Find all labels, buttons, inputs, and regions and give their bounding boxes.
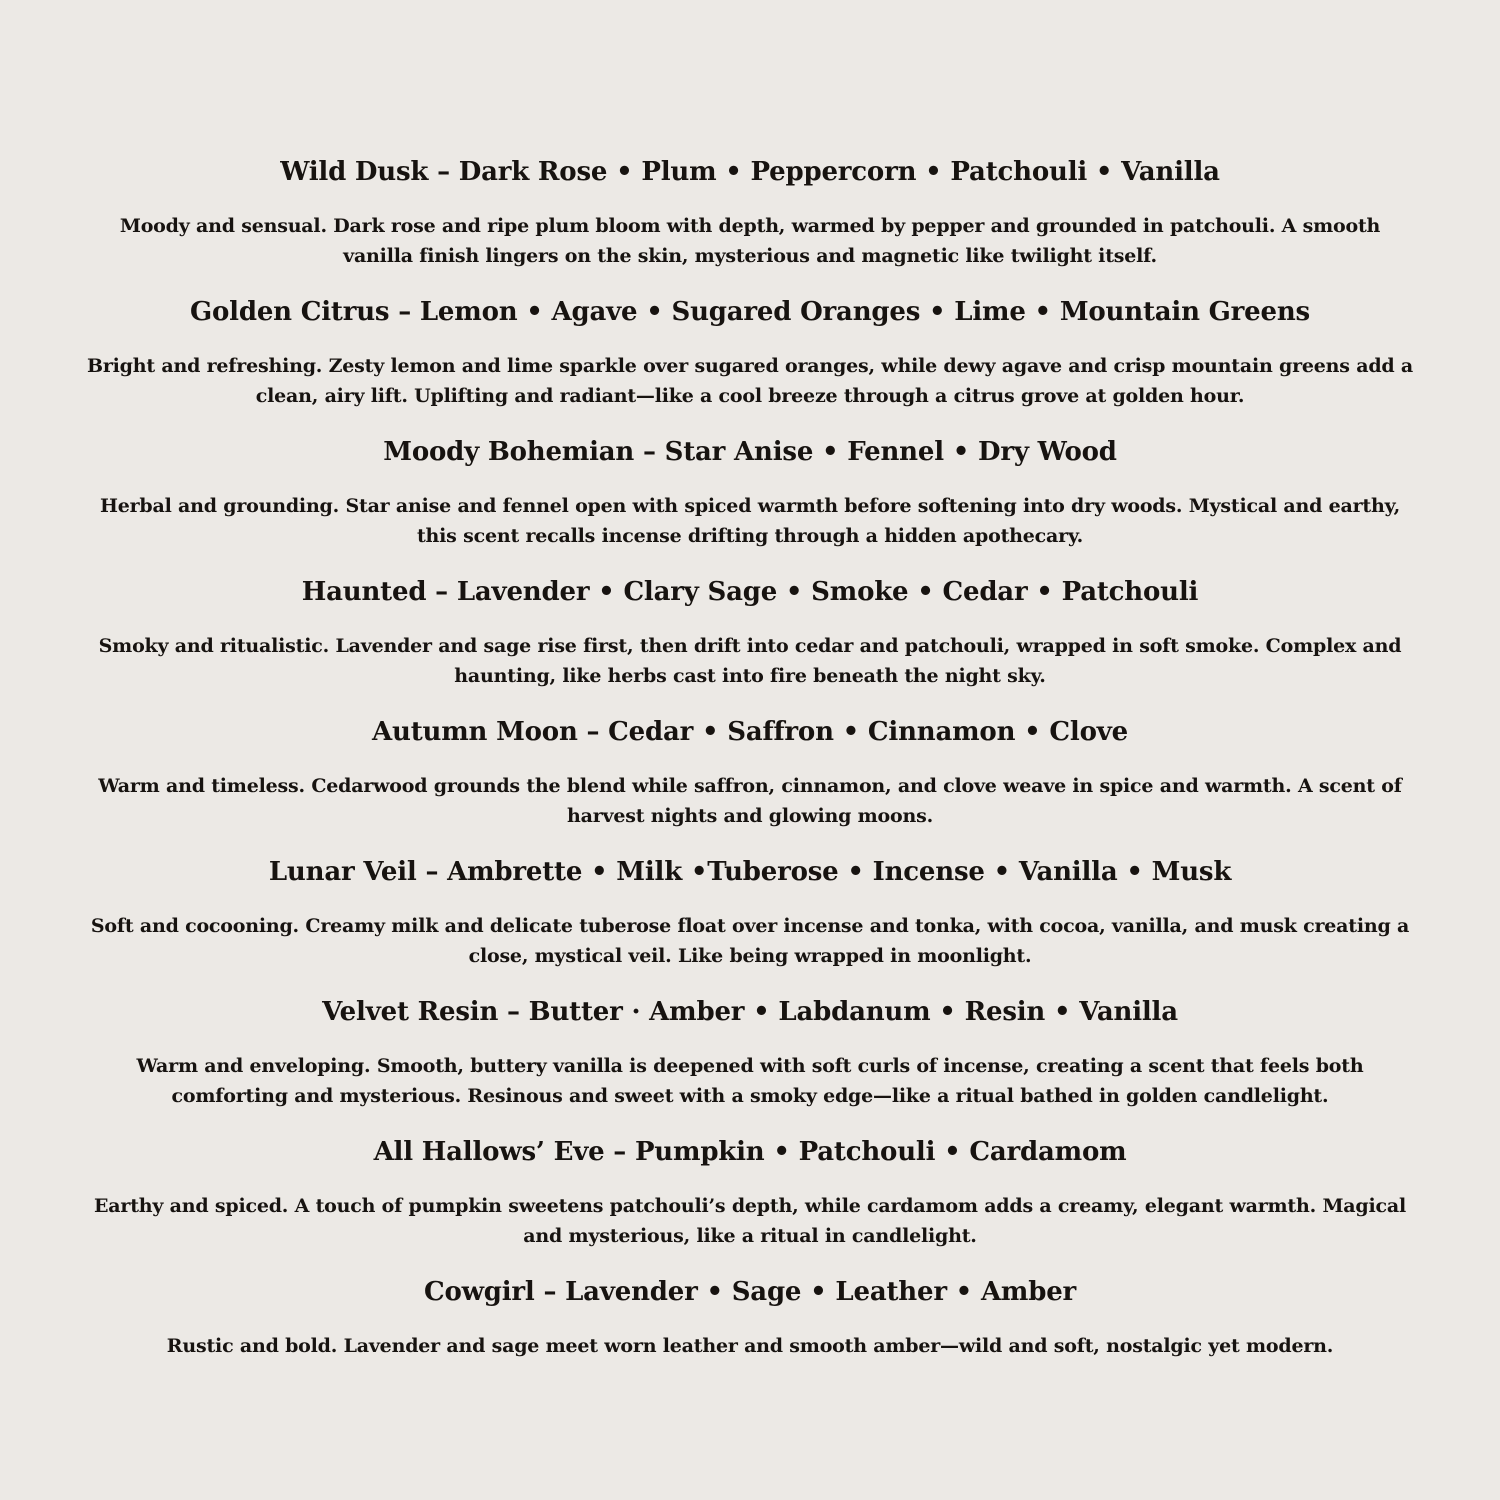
scent-section bbox=[0, 297, 1500, 411]
section-title: Haunted – Lavender • Clary Sage • Smoke • Cedar • Patchouli bbox=[301, 577, 1199, 607]
section-title: Golden Citrus – Lemon • Agave • Sugared Oranges • Lime • Mountain Greens bbox=[190, 297, 1310, 327]
section-title: Cowgirl – Lavender • Sage • Leather • Amber bbox=[423, 1277, 1077, 1307]
section-description: Moody and sensual. Dark rose and ripe plum bloom with depth, warmed by pepper and grounded in patchouli. A smooth vanilla finish lingers on the skin, mysterious and magnetic like twilight itself. bbox=[119, 215, 1381, 267]
scent-section bbox=[0, 577, 1500, 691]
section-title: All Hallows’ Eve – Pumpkin • Patchouli • Cardamom bbox=[373, 1137, 1127, 1167]
scent-section bbox=[0, 1277, 1500, 1361]
section-description: Smoky and ritualistic. Lavender and sage rise first, then drift into cedar and patchouli, wrapped in soft smoke. Complex and haunting, like herbs cast into fire beneath the night sky. bbox=[98, 635, 1402, 687]
section-title: Lunar Veil – Ambrette • Milk •Tuberose • Incense • Vanilla • Musk bbox=[268, 857, 1232, 887]
section-description: Earthy and spiced. A touch of pumpkin sweetens patchouli’s depth, while cardamom adds a creamy, elegant warmth. Magical and mysterious, like a ritual in candlelight. bbox=[93, 1195, 1406, 1247]
section-title: Velvet Resin – Butter · Amber • Labdanum • Resin • Vanilla bbox=[322, 997, 1178, 1027]
section-title: Wild Dusk – Dark Rose • Plum • Peppercorn • Patchouli • Vanilla bbox=[280, 157, 1220, 187]
section-description: Soft and cocooning. Creamy milk and delicate tuberose float over incense and tonka, with cocoa, vanilla, and musk creating a close, mystical veil. Like being wrapped in moonlight. bbox=[90, 915, 1410, 967]
scent-section bbox=[0, 437, 1500, 551]
scent-section bbox=[0, 717, 1500, 831]
section-description: Bright and refreshing. Zesty lemon and lime sparkle over sugared oranges, while dewy agave and crisp mountain greens add a clean, airy lift. Uplifting and radiant—like a cool breeze through a citrus grove at golden hour. bbox=[86, 355, 1414, 407]
section-title: Autumn Moon – Cedar • Saffron • Cinnamon • Clove bbox=[372, 717, 1128, 747]
scent-section bbox=[0, 857, 1500, 971]
scent-section bbox=[0, 997, 1500, 1111]
scent-section bbox=[0, 1137, 1500, 1251]
section-description: Warm and enveloping. Smooth, buttery vanilla is deepened with soft curls of incense, creating a scent that feels both comforting and mysterious. Resinous and sweet with a smoky edge—like a ritual bathed in golden candlelight. bbox=[136, 1055, 1364, 1107]
section-description: Herbal and grounding. Star anise and fennel open with spiced warmth before softening into dry woods. Mystical and earthy, this scent recalls incense drifting through a hidden apothecary. bbox=[99, 495, 1401, 547]
section-description: Rustic and bold. Lavender and sage meet worn leather and smooth amber—wild and soft, nostalgic yet modern. bbox=[166, 1335, 1334, 1357]
scent-section bbox=[0, 157, 1500, 271]
section-description: Warm and timeless. Cedarwood grounds the blend while saffron, cinnamon, and clove weave in spice and warmth. A scent of harvest nights and glowing moons. bbox=[98, 775, 1402, 827]
section-title: Moody Bohemian – Star Anise • Fennel • Dry Wood bbox=[383, 437, 1117, 467]
